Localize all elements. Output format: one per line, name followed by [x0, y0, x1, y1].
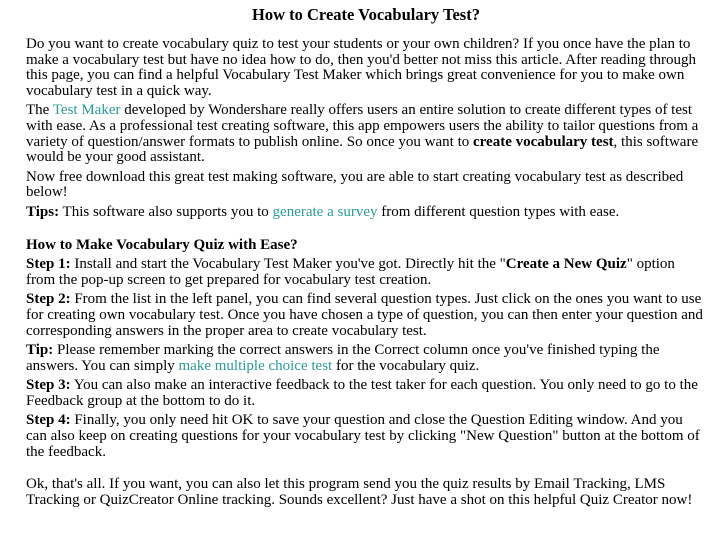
tip-label: Tip: [26, 342, 54, 359]
text-span: Please remember marking the correct answers in the Correct column once you've finished typing the answers. You can simply [26, 342, 660, 374]
text-span: From the list in the left panel, you can find several question types. Just click on the ones you want to use for creating own vocabulary test. Once you have chosen a type of question, you can then enter your question and corresponding answers in the proper area to create vocabulary test. [26, 291, 703, 339]
step-3-label: Step 3: [26, 377, 71, 394]
text-span: from different question types with ease. [377, 203, 620, 220]
tips-paragraph [26, 205, 706, 221]
step-2-label: Step 2: [26, 291, 71, 308]
text-span: for the vocabulary quiz. [332, 357, 480, 374]
section-heading: How to Make Vocabulary Quiz with Ease? [26, 236, 298, 253]
intro-paragraph: Do you want to create vocabulary quiz to test your students or your own children? If you once have the plan to make a vocabulary test but have no idea how to do, then you'd better not miss this article. After reading through this page, you can find a helpful Vocabulary Test Maker which brings great convenience for you to make own vocabulary test in a quick way. [26, 36, 697, 99]
text-span: , this software would be your good assistant. [26, 133, 699, 166]
create-new-quiz-text: Create a New Quiz [505, 256, 627, 273]
text-span: You can also make an interactive feedback to the test taker for each question. You only need to go to the Feedback group at the bottom to do it. [26, 377, 698, 409]
text-span: This software also supports you to [59, 203, 273, 220]
test-maker-link[interactable]: Test Maker [52, 102, 121, 119]
step-2-paragraph [26, 292, 706, 339]
text-span: " option from the pop-up screen to get prepared for vocabulary test creation. [26, 256, 675, 288]
text-span: developed by Wondershare really offers users an entire solution to create different types of test with ease. As a professional test creating software, this app empowers users the ability to tailor questions from a variety of question/answer formats to publish online. So once you want to [26, 102, 699, 150]
text-span: The [26, 102, 53, 119]
page-title: How to Create Vocabulary Test? [252, 5, 480, 24]
test-maker-paragraph [26, 103, 706, 165]
step-4-paragraph [26, 413, 706, 460]
multiple-choice-test-link[interactable]: make multiple choice test [178, 357, 333, 374]
text-span: Install and start the Vocabulary Test Maker you've got. Directly hit the " [70, 256, 506, 273]
text-span: Finally, you only need hit OK to save your question and close the Question Editing window. And you can also keep on creating questions for your vocabulary test by clicking "New Question" button at the bottom of the feedback. [26, 412, 700, 460]
closing-paragraph: Ok, that's all. If you want, you can also let this program send you the quiz results by Email Tracking, LMS Tracking or QuizCreator Online tracking. Sounds excellent? Just have a shot on this helpful Quiz Creator now! [26, 476, 693, 508]
tip-paragraph [26, 343, 706, 374]
step-3-paragraph [26, 378, 706, 409]
step-1-paragraph [26, 257, 706, 288]
tips-label: Tips: [26, 203, 60, 220]
generate-survey-link[interactable]: generate a survey [272, 203, 378, 220]
bold-text: create vocabulary test [473, 133, 614, 150]
step-4-label: Step 4: [26, 412, 71, 429]
step-1-label: Step 1: [26, 256, 71, 273]
download-paragraph: Now free download this great test making software, you are able to start creating vocabulary test as described below! [26, 168, 684, 201]
